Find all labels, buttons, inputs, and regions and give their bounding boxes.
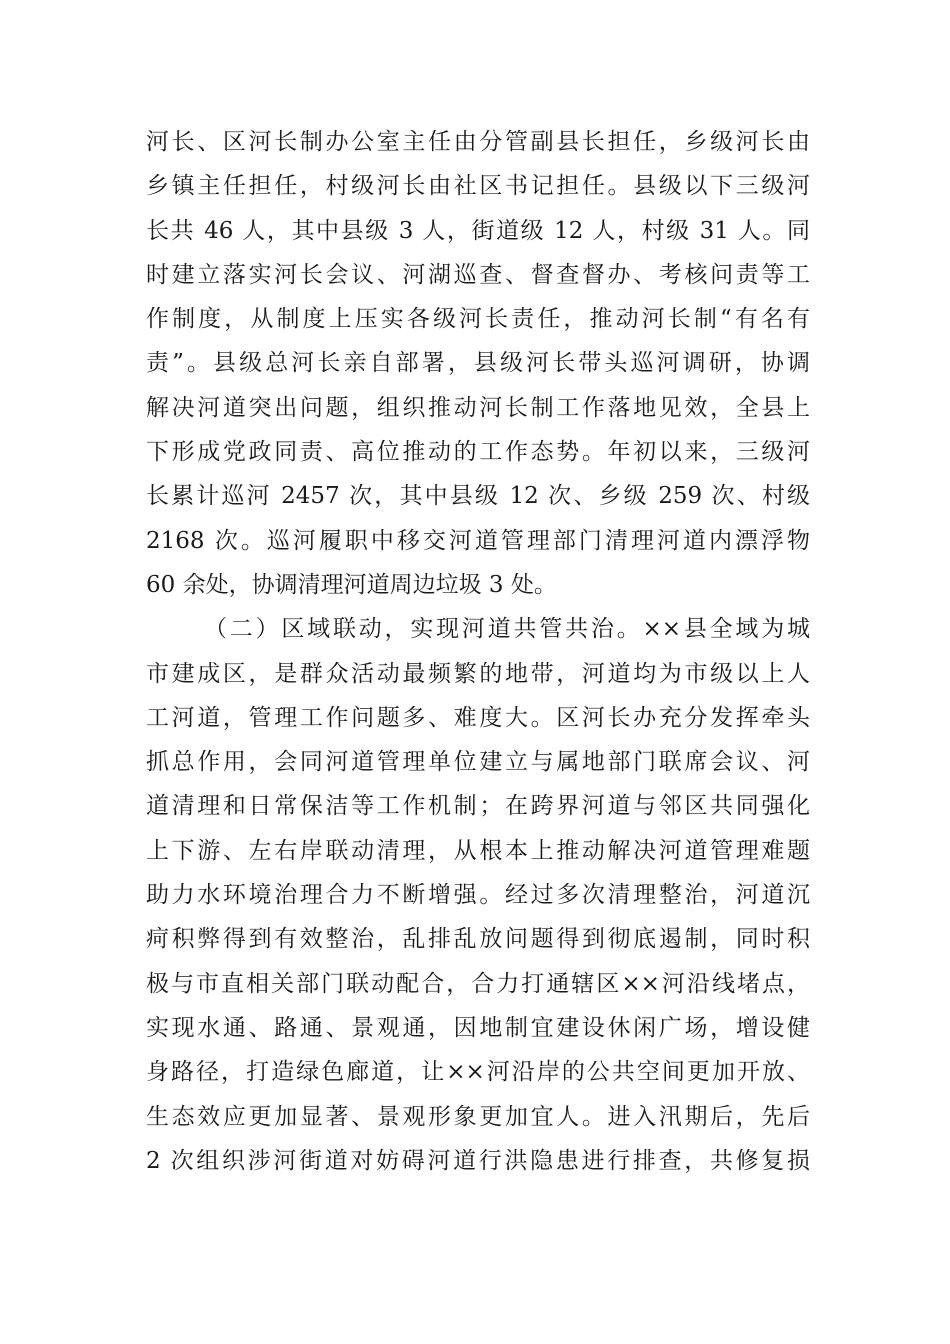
text-line: 2 次组织涉河街道对妨碍河道行洪隐患进行排查，共修复损 bbox=[146, 1147, 810, 1174]
text-line: 助力水环境治理合力不断增强。经过多次清理整治，河道沉 bbox=[146, 882, 810, 909]
text-line: 乡镇主任担任，村级河长由社区书记担任。县级以下三级河 bbox=[146, 173, 810, 200]
text-line: 河长、区河长制办公室主任由分管副县长担任，乡级河长由 bbox=[146, 129, 810, 155]
document-body bbox=[146, 120, 810, 1183]
text-line: 责”。县级总河长亲自部署，县级河长带头巡河调研，协调 bbox=[146, 350, 810, 377]
text-line: 疴积弊得到有效整治，乱排乱放问题得到彻底遏制，同时积 bbox=[146, 926, 810, 953]
paragraph-regional-linkage bbox=[146, 607, 810, 1183]
text-line: 道清理和日常保洁等工作机制；在跨界河道与邻区共同强化 bbox=[146, 793, 810, 820]
text-line: 解决河道突出问题，组织推动河长制工作落地见效，全县上 bbox=[146, 394, 810, 421]
text-line: 抓总作用，会同河道管理单位建立与属地部门联席会议、河 bbox=[146, 749, 810, 776]
paragraph-river-chief-system bbox=[146, 120, 810, 607]
text-line: 2168 次。巡河履职中移交河道管理部门清理河道内漂浮物 bbox=[146, 527, 810, 554]
text-line: 作制度，从制度上压实各级河长责任，推动河长制“有名有 bbox=[146, 306, 810, 333]
text-line: 下形成党政同责、高位推动的工作态势。年初以来，三级河 bbox=[146, 439, 810, 466]
text-line: 身路径，打造绿色廊道，让××河沿岸的公共空间更加开放、 bbox=[146, 1059, 810, 1086]
text-line: 长共 46 人，其中县级 3 人，街道级 12 人，村级 31 人。同 bbox=[146, 217, 810, 244]
text-line: 生态效应更加显著、景观形象更加宜人。进入汛期后，先后 bbox=[146, 1103, 810, 1130]
text-line: 时建立落实河长会议、河湖巡查、督查督办、考核问责等工 bbox=[146, 261, 810, 288]
text-line: 工河道，管理工作问题多、难度大。区河长办充分发挥牵头 bbox=[146, 704, 810, 731]
text-line: 长累计巡河 2457 次，其中县级 12 次、乡级 259 次、村级 bbox=[146, 483, 810, 510]
text-line: 上下游、左右岸联动清理，从根本上推动解决河道管理难题 bbox=[146, 837, 810, 864]
text-line: 实现水通、路通、景观通，因地制宜建设休闲广场，增设健 bbox=[146, 1014, 810, 1041]
text-line: 极与市直相关部门联动配合，合力打通辖区××河沿线堵点， bbox=[146, 970, 810, 997]
text-line: 60 余处，协调清理河道周边垃圾 3 处。 bbox=[146, 571, 557, 598]
section-heading-line: （二）区域联动，实现河道共管共治。××县全域为城 bbox=[204, 616, 810, 643]
text-line: 市建成区，是群众活动最频繁的地带，河道均为市级以上人 bbox=[146, 660, 810, 687]
